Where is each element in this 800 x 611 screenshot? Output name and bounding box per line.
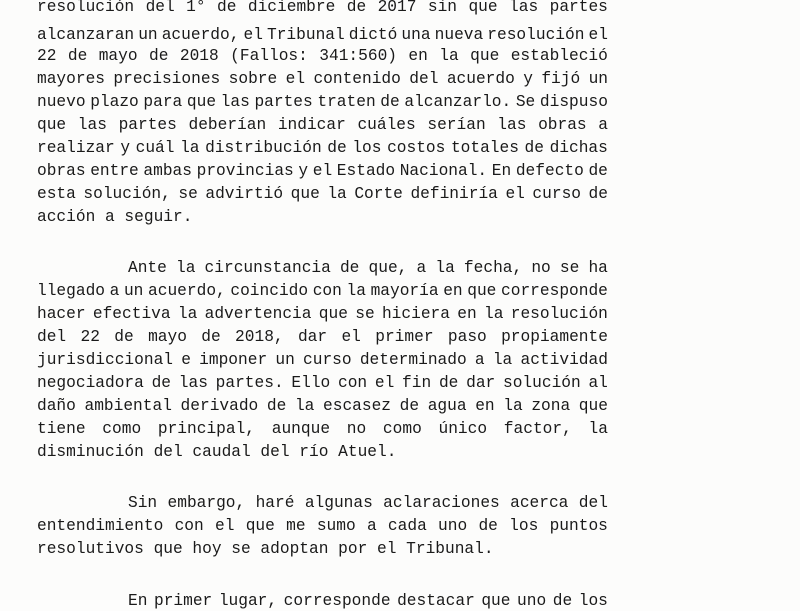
text-line: jurisdiccional e imponer un curso determinado a la actividad xyxy=(37,351,608,369)
text-line: esta solución, se advirtió que la Corte definiría el curso de xyxy=(37,185,608,203)
text-line: llegado a un acuerdo, coincido con la mayoría en que corresponde xyxy=(37,282,608,300)
text-line: mayores precisiones sobre el contenido del acuerdo y fijó un xyxy=(37,70,608,88)
text-line: realizar y cuál la distribución de los costos totales de dichas xyxy=(37,139,608,157)
text-line: negociadora de las partes. Ello con el fin de dar solución al xyxy=(37,374,608,392)
text-line: resolutivos que hoy se adoptan por el Tribunal. xyxy=(37,540,494,558)
text-line: Ante la circunstancia de que, a la fecha, no se ha xyxy=(128,259,608,277)
text-line: nuevo plazo para que las partes traten de alcanzarlo. Se dispuso xyxy=(37,93,608,111)
text-line: hacer efectiva la advertencia que se hiciera en la resolución xyxy=(37,305,608,323)
text-line: resolución del 1° de diciembre de 2017 sin que las partes xyxy=(37,0,608,16)
text-line: Sin embargo, haré algunas aclaraciones acerca del xyxy=(128,494,608,512)
text-line: que las partes deberían indicar cuáles serían las obras a xyxy=(37,116,608,134)
text-line: obras entre ambas provincias y el Estado Nacional. En defecto de xyxy=(37,162,608,180)
text-line: disminución del caudal del río Atuel. xyxy=(37,443,397,461)
text-line: acción a seguir. xyxy=(37,208,193,226)
text-line: tiene como principal, aunque no como único factor, la xyxy=(37,420,608,438)
text-line: daño ambiental derivado de la escasez de agua en la zona que xyxy=(37,397,608,415)
text-line: 22 de mayo de 2018 (Fallos: 341:560) en la que estableció xyxy=(37,47,608,65)
text-line: del 22 de mayo de 2018, dar el primer paso propiamente xyxy=(37,328,608,346)
text-line: En primer lugar, corresponde destacar que uno de los xyxy=(128,592,608,610)
text-line: entendimiento con el que me sumo a cada uno de los puntos xyxy=(37,517,608,535)
text-line: alcanzaran un acuerdo, el Tribunal dictó una nueva resolución el xyxy=(37,26,608,44)
